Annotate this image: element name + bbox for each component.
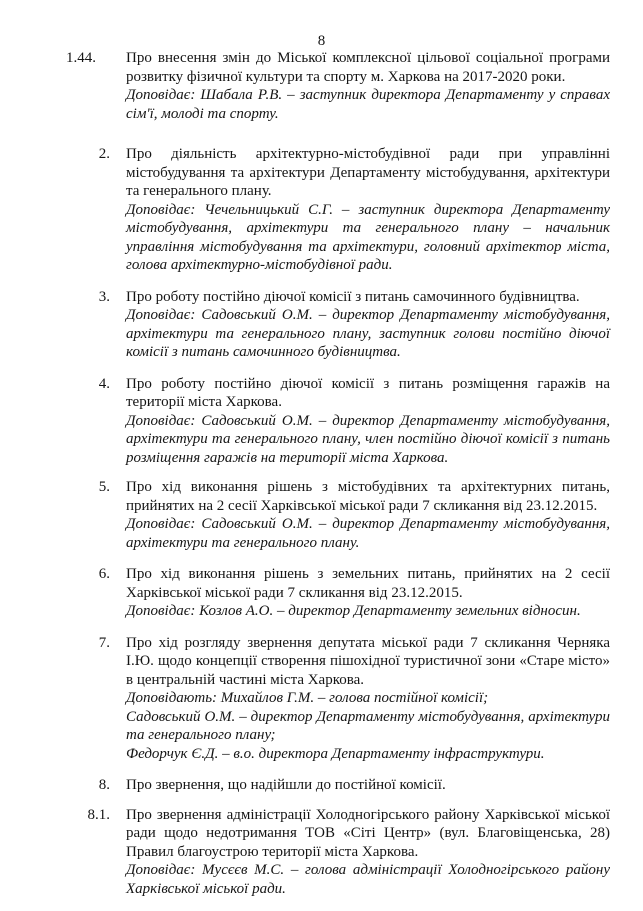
item-rapporteur: Доповідає: Козлов А.О. – директор Департаменту земельних відносин. xyxy=(126,603,581,619)
item-title: Про хід виконання рішень з земельних питань, прийнятих на 2 сесії Харківської міської ради 7 скликання від 23.12.2015. xyxy=(126,566,610,601)
agenda-item xyxy=(0,776,643,795)
item-number: 8. xyxy=(98,777,110,793)
item-rapporteur: Доповідає: Чечельницький С.Г. – заступник директора Департаменту містобудування, архітектури та генерального плану – начальник управління містобудування та архітектури, головний архітектор міста, голова архітектурно-містобудівної ради. xyxy=(126,201,610,273)
item-rapporteur: Доповідає: Шабала Р.В. – заступник директора Департаменту у справах сім'ї, молоді та спорту. xyxy=(126,87,610,122)
item-rapporteur: Доповідає: Мусєєв М.С. – голова адміністрації Холодногірського району Харківської міської ради. xyxy=(126,862,610,897)
agenda-item xyxy=(0,49,643,123)
agenda-item xyxy=(0,145,643,275)
agenda-item xyxy=(0,565,643,621)
item-title: Про хід розгляду звернення депутата міської ради 7 скликання Черняка І.Ю. щодо концепції створення пішохідної туристичної зони «Старе місто» в центральній частині міста Харкова. xyxy=(126,634,610,688)
item-rapporteur: Доповідає: Садовський О.М. – директор Департаменту містобудування, архітектури та генерального плану. xyxy=(126,516,610,551)
item-number: 8.1. xyxy=(87,806,110,823)
item-title: Про звернення, що надійшли до постійної комісії. xyxy=(126,777,446,793)
item-title: Про діяльність архітектурно-містобудівної ради при управлінні містобудування та архітектури Департаменту містобудування, архітектури та генерального плану. xyxy=(126,146,610,199)
item-number: 4. xyxy=(98,375,110,392)
agenda-list xyxy=(0,49,643,911)
agenda-item xyxy=(0,375,643,468)
item-number: 1.44. xyxy=(66,50,96,66)
item-number: 7. xyxy=(98,634,110,651)
item-title: Про роботу постійно діючої комісії з питань самочинного будівництва. xyxy=(126,288,580,305)
item-number: 5. xyxy=(98,479,110,495)
agenda-item xyxy=(0,634,643,764)
item-title: Про хід виконання рішень з містобудівних та архітектурних питань, прийнятих на 2 сесії Харківської міської ради 7 скликання від 23.12.2015. xyxy=(126,479,610,514)
item-title: Про звернення адміністрації Холодногірського району Харківської міської ради щодо недотримання ТОВ «Сіті Центр» (вул. Благовіщенська, 28) Правил благоустрою території міста Харкова. xyxy=(126,806,610,860)
item-rapporteur: Федорчук Є.Д. – в.о. директора Департаменту інфраструктури. xyxy=(126,745,545,762)
item-rapporteur: Доповідає: Садовський О.М. – директор Департаменту містобудування, архітектури та генерального плану, заступник голови постійно діючої комісії з питань самочинного будівництва. xyxy=(126,307,610,360)
item-number: 6. xyxy=(98,566,110,582)
item-rapporteur: Доповідає: Садовський О.М. – директор Департаменту містобудування, архітектури та генерального плану, член постійно діючої комісії з питань розміщення гаражів на території міста Харкова. xyxy=(126,412,610,466)
agenda-item xyxy=(0,288,643,362)
item-title: Про внесення змін до Міської комплексної цільової соціальної програми розвитку фізичної культури та спорту м. Харкова на 2017-2020 роки. xyxy=(126,50,610,85)
page-number: 8 xyxy=(317,33,326,49)
agenda-item xyxy=(0,806,643,899)
item-rapporteur: Садовський О.М. – директор Департаменту містобудування, архітектури та генерального плану; xyxy=(126,708,610,743)
item-number: 2. xyxy=(98,146,110,162)
item-rapporteur: Доповідають: Михайлов Г.М. – голова постійної комісії; xyxy=(126,690,489,706)
item-number: 3. xyxy=(98,288,110,305)
agenda-item xyxy=(0,478,643,552)
item-title: Про роботу постійно діючої комісії з питань розміщення гаражів на території міста Харкова. xyxy=(126,375,610,410)
